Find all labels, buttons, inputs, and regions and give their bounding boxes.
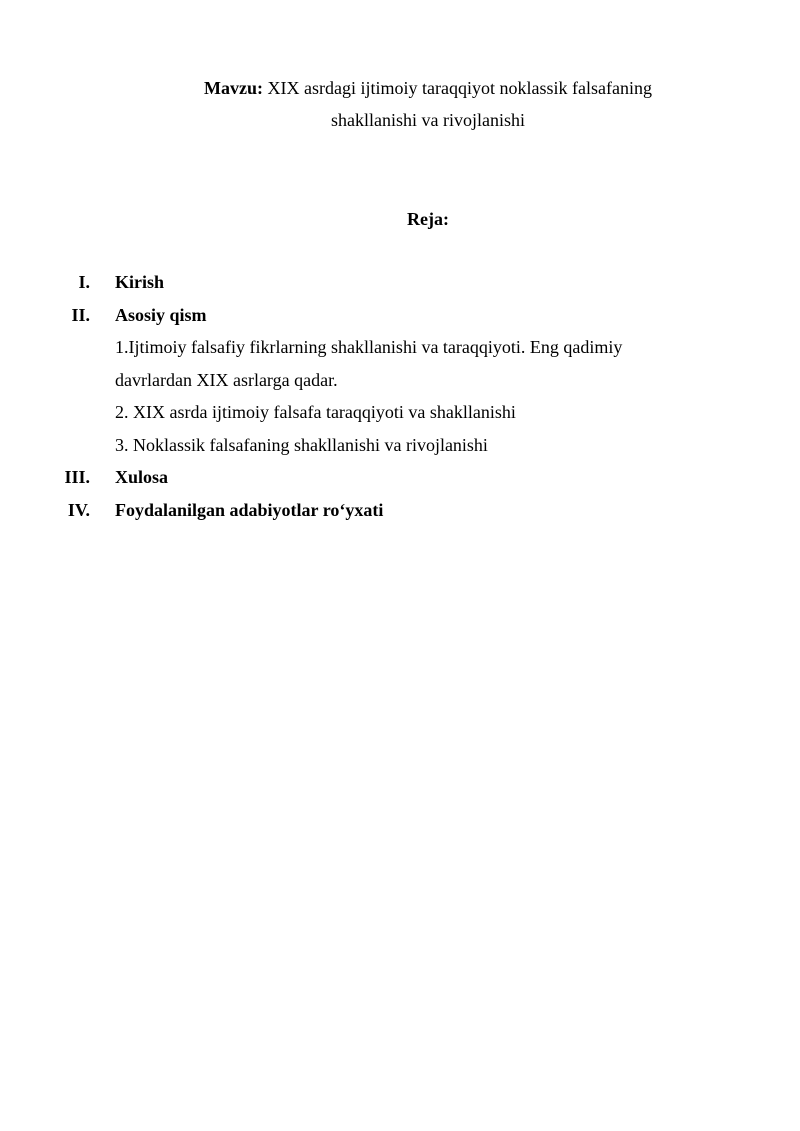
plan-subitem-3 xyxy=(0,429,800,462)
plan-heading: Reja: xyxy=(407,209,449,229)
plan-item-title: Xulosa xyxy=(115,467,169,487)
plan-item-title: Asosiy qism xyxy=(115,304,207,325)
plan-item-references xyxy=(0,494,800,527)
plan-subitem-text: 1.Ijtimoiy falsafiy fikrlarning shakllanishi va taraqqiyoti. Eng qadimiy xyxy=(115,337,623,357)
plan-subitem-text: 3. Noklassik falsafaning shakllanishi va rivojlanishi xyxy=(115,434,488,455)
plan-subitem-1-continued xyxy=(0,364,800,397)
topic-label: Mavzu: xyxy=(204,78,264,98)
plan-item-numeral: III. xyxy=(64,467,90,487)
plan-item-introduction xyxy=(0,266,800,299)
plan-subitem-text: davrlardan XIX asrlarga qadar. xyxy=(115,369,338,390)
plan-subitem-1 xyxy=(0,331,800,364)
topic-line-2: shakllanishi va rivojlanishi xyxy=(331,110,525,130)
plan-list xyxy=(0,266,800,526)
topic-line-1: XIX asrdagi ijtimoiy taraqqiyot noklassik falsafaning xyxy=(263,78,652,98)
plan-item-numeral: I. xyxy=(78,272,90,292)
topic-title xyxy=(130,72,726,136)
plan-item-title: Foydalanilgan adabiyotlar ro‘yxati xyxy=(115,499,384,520)
plan-item-numeral: II. xyxy=(71,304,90,325)
plan-subitem-2 xyxy=(0,396,800,429)
plan-subitem-text: 2. XIX asrda ijtimoiy falsafa taraqqiyoti va shakllanishi xyxy=(115,402,516,422)
plan-item-numeral: IV. xyxy=(67,499,90,520)
plan-item-title: Kirish xyxy=(115,272,165,292)
plan-item-main-part xyxy=(0,299,800,332)
plan-item-conclusion xyxy=(0,461,800,494)
